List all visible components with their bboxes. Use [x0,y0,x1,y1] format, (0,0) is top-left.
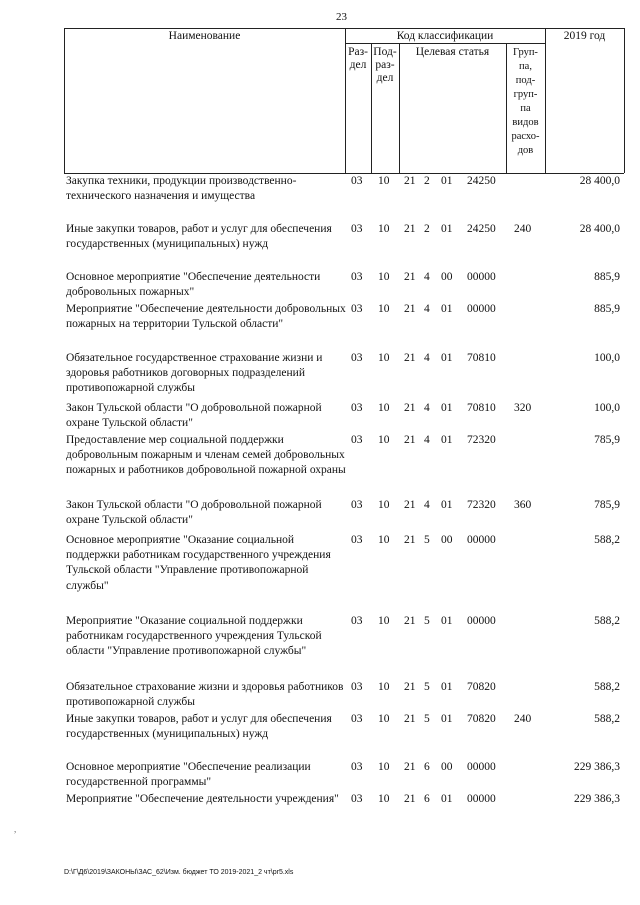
header-divider-subsection [399,43,400,173]
row-code-p3: 01 [441,434,453,446]
row-code-p1: 21 [404,713,416,725]
row-code-p4: 72320 [467,434,496,446]
row-code-p3: 00 [441,271,453,283]
row-code-pr: 10 [378,271,390,283]
row-code-p1: 21 [404,434,416,446]
header-right-border [624,28,625,173]
header-year: 2019 год [563,30,606,42]
row-code-p4: 00000 [467,615,496,627]
row-code-p1: 21 [404,402,416,414]
row-code-vr: 320 [514,402,532,414]
row-code-p1: 21 [404,303,416,315]
row-name: Обязательное страхование жизни и здоровья работников противопожарной службы [66,681,344,709]
row-amount: 785,9 [594,499,620,511]
row-code-p3: 01 [441,615,453,627]
row-name: Основное мероприятие "Обеспечение реализации государственной программы" [66,761,311,789]
row-code-p2: 5 [424,713,430,725]
row-code-rz: 03 [351,271,363,283]
row-code-p1: 21 [404,793,416,805]
classification-underline [345,43,545,44]
row-code-rz: 03 [351,223,363,235]
row-code-p2: 6 [424,761,430,773]
row-name: Закупка техники, продукции производственно-технического назначения и имущества [66,175,297,203]
row-name: Предоставление мер социальной поддержки добровольным пожарным и членам семей добровольных пожарных и работников добровольной пожарной охраны [66,434,346,477]
row-code-p3: 01 [441,713,453,725]
header-section: Раз- дел [348,46,368,71]
row-code-pr: 10 [378,303,390,315]
row-code-p1: 21 [404,175,416,187]
row-code-rz: 03 [351,615,363,627]
row-code-rz: 03 [351,175,363,187]
row-code-pr: 10 [378,713,390,725]
row-code-p2: 2 [424,223,430,235]
row-code-p3: 00 [441,761,453,773]
row-code-p2: 4 [424,271,430,283]
row-code-p2: 4 [424,499,430,511]
header-subsection: Под- раз- дел [373,46,397,84]
row-code-rz: 03 [351,713,363,725]
row-amount: 588,2 [594,681,620,693]
row-code-p4: 70820 [467,681,496,693]
row-code-pr: 10 [378,793,390,805]
row-amount: 229 386,3 [574,761,620,773]
row-code-p3: 01 [441,681,453,693]
header-left-border [64,28,65,173]
row-name: Мероприятие "Обеспечение деятельности учреждения" [66,793,339,805]
row-code-vr: 240 [514,223,532,235]
scan-mark: , [14,824,17,834]
row-amount: 588,2 [594,615,620,627]
row-code-p2: 6 [424,793,430,805]
row-code-p4: 70820 [467,713,496,725]
row-code-vr: 360 [514,499,532,511]
row-amount: 785,9 [594,434,620,446]
row-code-p3: 01 [441,352,453,364]
row-code-p2: 5 [424,534,430,546]
row-name: Обязательное государственное страхование жизни и здоровья работников договорных подразделений противопожарной службы [66,352,323,395]
row-code-rz: 03 [351,793,363,805]
row-amount: 100,0 [594,402,620,414]
row-amount: 28 400,0 [579,175,620,187]
row-code-pr: 10 [378,615,390,627]
row-amount: 885,9 [594,271,620,283]
row-code-p3: 01 [441,793,453,805]
row-code-p4: 24250 [467,223,496,235]
row-code-rz: 03 [351,303,363,315]
row-code-rz: 03 [351,402,363,414]
row-code-rz: 03 [351,681,363,693]
row-name: Мероприятие "Обеспечение деятельности добровольных пожарных на территории Тульской области" [66,303,346,331]
row-name: Иные закупки товаров, работ и услуг для обеспечения государственных (муниципальных) нужд [66,223,332,251]
row-code-vr: 240 [514,713,532,725]
row-code-p2: 4 [424,352,430,364]
row-code-p4: 70810 [467,402,496,414]
header-classification: Код классификации [396,30,494,42]
row-code-p1: 21 [404,499,416,511]
header-divider-year [545,28,546,173]
row-name: Иные закупки товаров, работ и услуг для обеспечения государственных (муниципальных) нужд [66,713,332,741]
row-amount: 588,2 [594,534,620,546]
row-amount: 885,9 [594,303,620,315]
row-amount: 229 386,3 [574,793,620,805]
row-code-p1: 21 [404,761,416,773]
row-code-p2: 2 [424,175,430,187]
row-code-p2: 4 [424,402,430,414]
row-amount: 588,2 [594,713,620,725]
header-target: Целевая статья [415,46,490,58]
row-name: Основное мероприятие "Обеспечение деятельности добровольных пожарных" [66,271,321,299]
row-code-p2: 5 [424,681,430,693]
row-name: Мероприятие "Оказание социальной поддержки работникам государственного учреждения Тульской области "Управление противопожарной службы" [66,615,322,658]
row-code-p3: 01 [441,499,453,511]
row-name: Закон Тульской области "О добровольной пожарной охране Тульской области" [66,402,322,430]
row-code-rz: 03 [351,434,363,446]
row-code-p1: 21 [404,615,416,627]
row-code-pr: 10 [378,352,390,364]
row-code-pr: 10 [378,402,390,414]
row-code-p1: 21 [404,681,416,693]
file-path-footer: D:\Г\Д6\2019\ЗАКОНЫ\ЗАС_62\Изм. бюджет ТО 2019-2021_2 чт\pr5.xls [64,869,294,876]
row-name: Основное мероприятие "Оказание социальной поддержки работникам государственного учреждения Тульской области "Управление противопожарной службы" [66,534,331,592]
page-number: 23 [336,11,347,23]
row-code-rz: 03 [351,499,363,511]
row-code-pr: 10 [378,761,390,773]
row-code-rz: 03 [351,352,363,364]
row-code-pr: 10 [378,175,390,187]
row-code-p3: 01 [441,175,453,187]
row-code-p4: 24250 [467,175,496,187]
row-amount: 28 400,0 [579,223,620,235]
row-code-p1: 21 [404,352,416,364]
table-header [0,28,640,173]
header-group: Груп- па, под- груп- па видов расхо- дов [511,47,540,156]
row-code-p2: 4 [424,434,430,446]
row-code-pr: 10 [378,434,390,446]
row-code-p1: 21 [404,534,416,546]
row-code-p3: 01 [441,402,453,414]
row-code-p4: 00000 [467,303,496,315]
row-amount: 100,0 [594,352,620,364]
row-code-p4: 70810 [467,352,496,364]
row-code-rz: 03 [351,761,363,773]
row-code-pr: 10 [378,223,390,235]
row-code-p3: 01 [441,303,453,315]
row-code-p1: 21 [404,271,416,283]
header-name: Наименование [168,30,241,42]
row-code-rz: 03 [351,534,363,546]
row-code-p4: 72320 [467,499,496,511]
row-code-p4: 00000 [467,534,496,546]
row-code-p4: 00000 [467,761,496,773]
row-code-p3: 01 [441,223,453,235]
row-code-pr: 10 [378,534,390,546]
row-code-p1: 21 [404,223,416,235]
row-code-p3: 00 [441,534,453,546]
row-code-p2: 4 [424,303,430,315]
header-top-border [64,28,624,29]
row-code-p4: 00000 [467,793,496,805]
row-name: Закон Тульской области "О добровольной пожарной охране Тульской области" [66,499,322,527]
row-code-pr: 10 [378,499,390,511]
row-code-p2: 5 [424,615,430,627]
row-code-pr: 10 [378,681,390,693]
row-code-p4: 00000 [467,271,496,283]
